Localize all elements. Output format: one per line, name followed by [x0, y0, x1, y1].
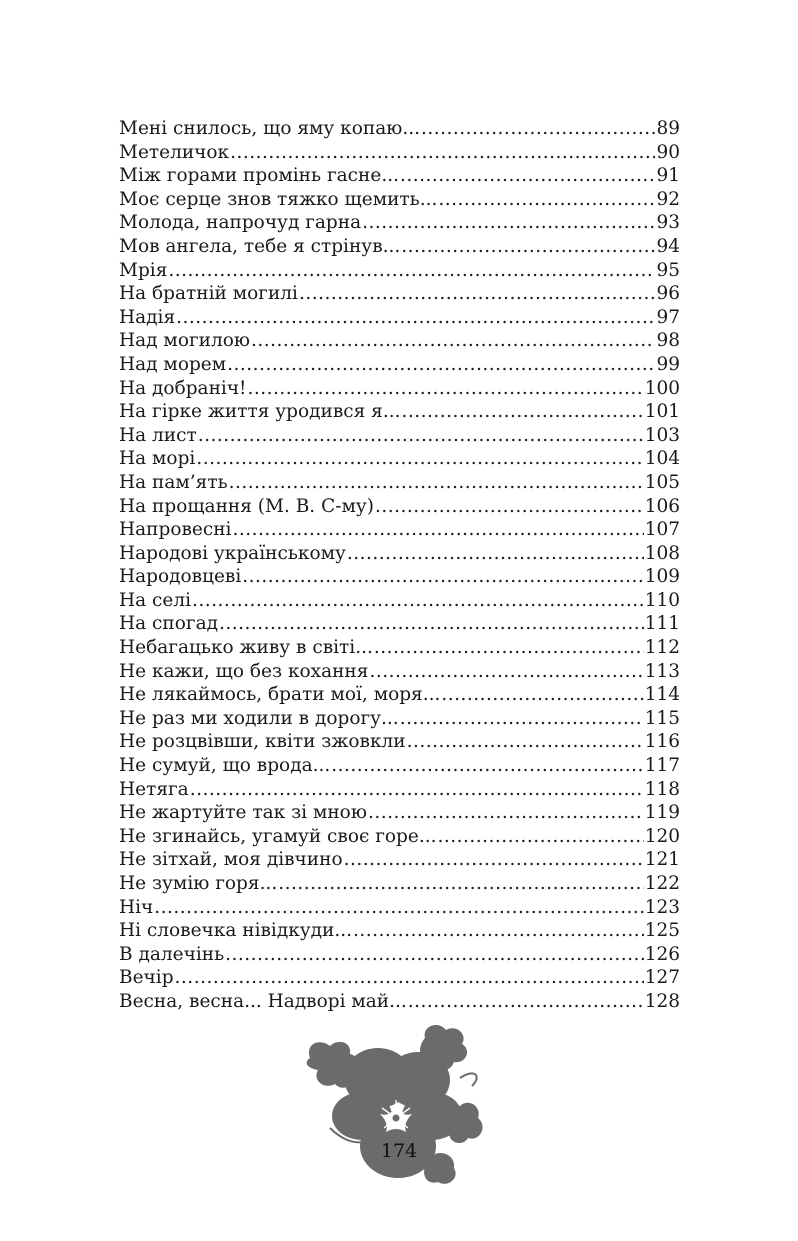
toc-page-number: 125	[644, 920, 680, 942]
toc-entry	[119, 636, 680, 660]
dot-leader	[176, 306, 655, 330]
dot-leader	[225, 943, 644, 967]
dot-leader	[401, 400, 643, 424]
dot-leader	[175, 966, 644, 990]
toc-page-number: 90	[656, 141, 680, 163]
toc-page-number: 112	[644, 637, 680, 659]
toc-entry	[119, 660, 680, 684]
toc-title: Моє серце знов тяжко щемить...	[119, 188, 438, 210]
toc-entry	[119, 306, 680, 330]
dot-leader	[421, 117, 655, 141]
dot-leader	[375, 495, 644, 519]
toc-page-number: 127	[644, 967, 680, 989]
toc-entry	[119, 518, 680, 542]
dot-leader	[230, 141, 655, 165]
toc-title: Народові українському	[119, 542, 346, 564]
toc-entry	[119, 447, 680, 471]
toc-title: Весна, весна... Надворі май...	[119, 990, 407, 1012]
dot-leader	[438, 188, 655, 212]
dot-leader	[299, 282, 655, 306]
toc-entry	[119, 943, 680, 967]
toc-page-number: 123	[644, 896, 680, 918]
dot-leader	[192, 589, 644, 613]
toc-title: На спогад	[119, 613, 218, 635]
toc-entry	[119, 400, 680, 424]
toc-page-number: 96	[656, 283, 680, 305]
toc-page-number: 95	[656, 259, 680, 281]
toc-page-number: 109	[644, 566, 680, 588]
toc-entry	[119, 872, 680, 896]
toc-title: Не сумуй, що врода...	[119, 755, 331, 777]
dot-leader	[362, 211, 655, 235]
toc-title: Ніч	[119, 896, 154, 918]
toc-entry	[119, 164, 680, 188]
toc-title: На прощання (М. В. С-му)	[119, 495, 374, 517]
toc-page-number: 92	[656, 188, 680, 210]
toc-title: Не кажи, що без кохання	[119, 660, 369, 682]
toc-page-number: 114	[644, 684, 680, 706]
toc-page-number: 117	[644, 755, 680, 777]
toc-title: Не раз ми ходили в дорогу...	[119, 707, 399, 729]
toc-title: На гірке життя уродився я...	[119, 401, 401, 423]
toc-page-number: 121	[644, 849, 680, 871]
toc-entry	[119, 117, 680, 141]
dot-leader	[190, 778, 644, 802]
toc-entry	[119, 825, 680, 849]
toc-page-number: 108	[644, 542, 680, 564]
toc-entry	[119, 990, 680, 1014]
dot-leader	[196, 447, 643, 471]
toc-entry	[119, 707, 680, 731]
toc-entry	[119, 848, 680, 872]
toc-entry	[119, 471, 680, 495]
toc-page-number: 107	[644, 519, 680, 541]
dot-leader	[408, 990, 644, 1014]
dot-leader	[248, 377, 644, 401]
toc-title: Метеличок	[119, 141, 230, 163]
pansy-flower-icon	[300, 1018, 490, 1188]
dot-leader	[154, 896, 643, 920]
toc-entry	[119, 211, 680, 235]
dot-leader	[407, 730, 644, 754]
toc-title: Не зумію горя...	[119, 873, 278, 894]
toc-title: Ні словечка нівідкуди...	[119, 920, 353, 942]
toc-page-number: 126	[644, 943, 680, 965]
toc-entry	[119, 259, 680, 283]
toc-page-number: 111	[644, 613, 680, 635]
toc-page-number: 118	[644, 778, 680, 800]
toc-title: В далечінь	[119, 943, 225, 965]
toc-title: Не згинайсь, угамуй своє горе...	[119, 825, 437, 847]
toc-title: Небагацько живу в світі...	[119, 637, 373, 659]
dot-leader	[441, 683, 643, 707]
toc-page-number: 128	[644, 990, 680, 1012]
dot-leader	[400, 164, 655, 188]
toc-entry	[119, 495, 680, 519]
dot-leader	[344, 848, 644, 872]
toc-entry	[119, 754, 680, 778]
toc-page-number: 89	[656, 118, 680, 139]
toc-page-number: 91	[656, 165, 680, 187]
toc-entry	[119, 282, 680, 306]
toc-entry	[119, 188, 680, 212]
dot-leader	[368, 801, 644, 825]
toc-page-number: 105	[644, 471, 680, 493]
toc-title: Не лякаймось, брати мої, моря...	[119, 684, 441, 706]
toc-title: Напровесні	[119, 519, 232, 541]
toc-entry	[119, 542, 680, 566]
toc-entry	[119, 353, 680, 377]
dot-leader	[251, 329, 655, 353]
dot-leader	[219, 612, 644, 636]
toc-title: Мені снилось, що яму копаю...	[119, 118, 420, 139]
toc-entry	[119, 919, 680, 943]
toc-page-number: 116	[644, 731, 680, 753]
toc-title: Молода, напрочуд гарна	[119, 212, 362, 234]
toc-page-number: 122	[644, 873, 680, 894]
toc-entry	[119, 589, 680, 613]
toc-page-number: 119	[644, 802, 680, 824]
dot-leader	[347, 542, 644, 566]
dot-leader	[400, 707, 644, 731]
toc-title: На братній могилі	[119, 283, 298, 305]
toc-entry	[119, 896, 680, 920]
toc-entry	[119, 801, 680, 825]
dot-leader	[278, 872, 643, 896]
toc-page-number: 115	[644, 707, 680, 729]
page-number: 174	[380, 1140, 418, 1162]
toc-page-number: 120	[644, 825, 680, 847]
dot-leader	[401, 235, 655, 259]
toc-entry	[119, 966, 680, 990]
toc-page-number: 110	[644, 589, 680, 611]
toc-entry	[119, 612, 680, 636]
toc-title: Народовцеві	[119, 566, 242, 588]
toc-page-number: 104	[644, 448, 680, 470]
dot-leader	[331, 754, 643, 778]
toc-title: Вечір	[119, 967, 174, 989]
toc-title: Мов ангела, тебе я стрінув...	[119, 235, 401, 257]
toc-page-number: 113	[644, 660, 680, 682]
toc-page-number: 94	[656, 235, 680, 257]
toc-entry	[119, 141, 680, 165]
toc-page-number: 100	[644, 377, 680, 399]
toc-entry	[119, 730, 680, 754]
toc-entry	[119, 329, 680, 353]
toc-title: Між горами промінь гасне...	[119, 165, 399, 187]
toc-title: Надія	[119, 306, 176, 328]
toc-title: На добраніч!	[119, 377, 247, 399]
toc-page-number: 93	[656, 212, 680, 234]
dot-leader	[232, 518, 643, 542]
toc-entry	[119, 683, 680, 707]
toc-title: Не зітхай, моя дівчино	[119, 849, 343, 871]
toc-title: Мрія	[119, 259, 168, 281]
toc-entry	[119, 424, 680, 448]
dot-leader	[227, 353, 655, 377]
toc-entry	[119, 377, 680, 401]
toc-title: Над могилою	[119, 330, 250, 352]
dot-leader	[369, 660, 643, 684]
toc-page-number: 97	[656, 306, 680, 328]
toc-title: На селі	[119, 589, 192, 611]
table-of-contents	[119, 117, 680, 1014]
toc-entry	[119, 565, 680, 589]
dot-leader	[168, 259, 655, 283]
toc-title: На морі	[119, 448, 196, 470]
toc-title: Не жартуйте так зі мною	[119, 802, 367, 824]
dot-leader	[353, 919, 644, 943]
toc-entry	[119, 235, 680, 259]
toc-title: Над морем	[119, 353, 227, 375]
toc-page-number: 99	[656, 353, 680, 375]
toc-page-number: 101	[644, 401, 680, 423]
toc-page-number: 103	[644, 424, 680, 446]
toc-page-number: 98	[656, 330, 680, 352]
dot-leader	[198, 424, 644, 448]
dot-leader	[437, 825, 643, 849]
toc-entry	[119, 778, 680, 802]
dot-leader	[374, 636, 644, 660]
toc-title: Не розцвівши, квіти зжовкли	[119, 731, 406, 753]
dot-leader	[242, 565, 643, 589]
toc-title: На пам’ять	[119, 471, 228, 493]
dot-leader	[229, 471, 644, 495]
toc-page-number: 106	[644, 495, 680, 517]
toc-title: Нетяга	[119, 778, 189, 800]
toc-title: На лист	[119, 424, 197, 446]
